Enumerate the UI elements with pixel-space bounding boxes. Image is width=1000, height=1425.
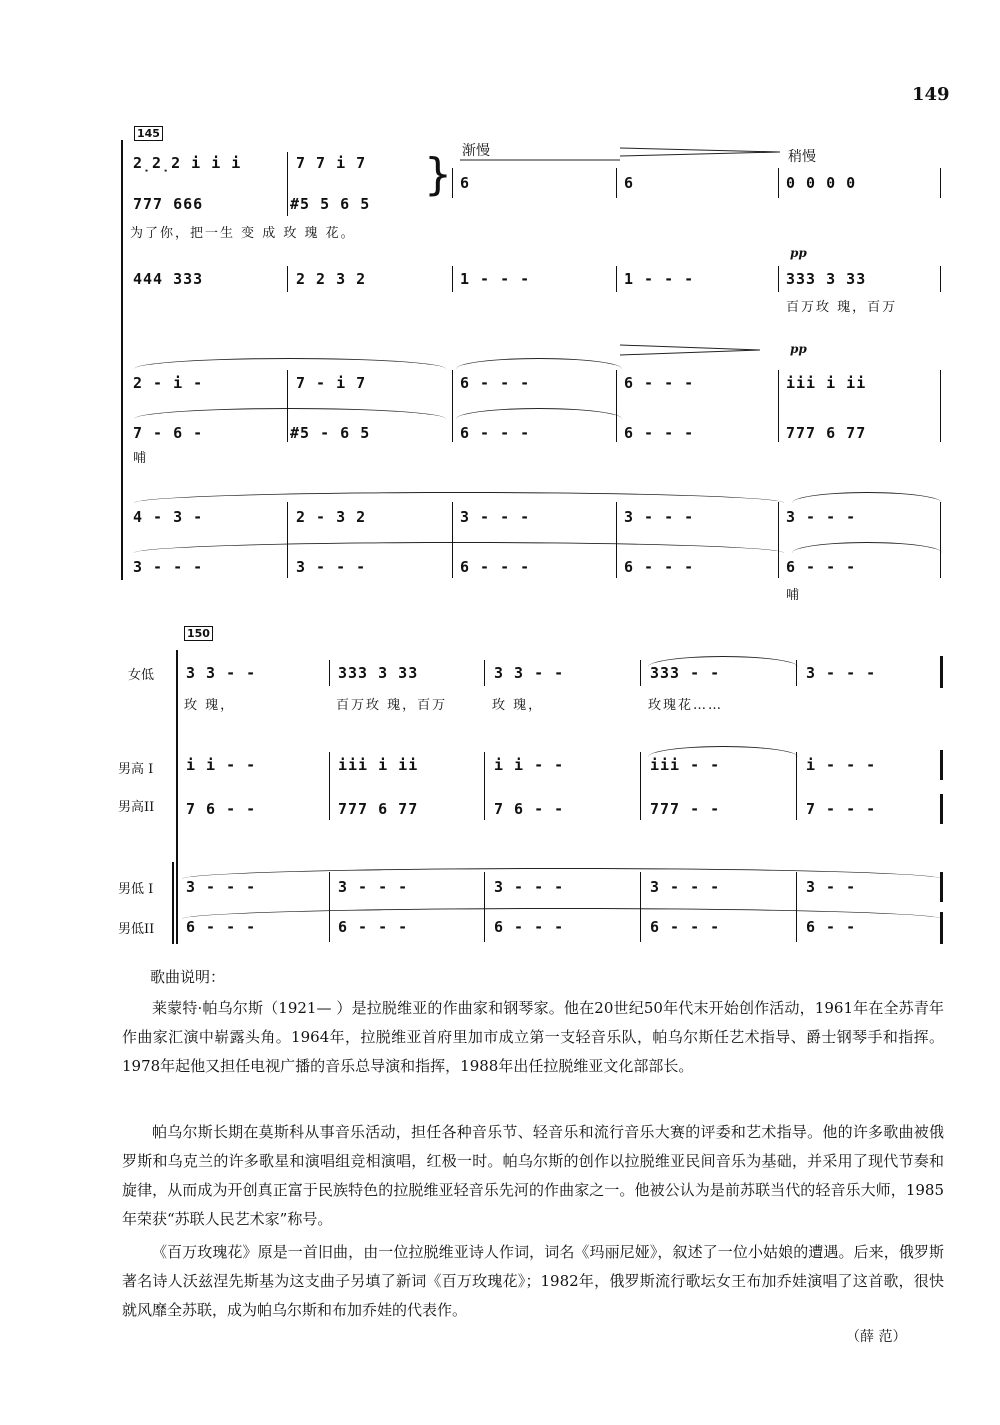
system-bracket bbox=[121, 140, 123, 580]
row3-m3: 1 - - - bbox=[460, 270, 531, 288]
alto-m3: 3 3 - - bbox=[494, 664, 565, 682]
tenor2-m4: 777 - - bbox=[650, 800, 721, 818]
bass2-m3: 6 - - - bbox=[494, 918, 565, 936]
barline bbox=[778, 502, 779, 578]
alto-m2: 333 3 33 bbox=[338, 664, 419, 682]
barline bbox=[616, 370, 617, 442]
notes-paragraph-1: 莱蒙特·帕乌尔斯（1921— ）是拉脱维亚的作曲家和钢琴家。他在20世纪50年代末开始创作活动，1961年在全苏青年作曲家汇演中崭露头角。1964年，拉脱维亚首府里加市成立第一支轻音乐队，帕乌尔斯任艺术指导、爵士钢琴手和指挥。1978年起他又担任电视广播的音乐总导演和指挥，1988年出任拉脱维亚文化部部长。 bbox=[122, 999, 944, 1075]
bass1-m2: 3 - - - bbox=[338, 878, 409, 896]
barline bbox=[329, 872, 330, 942]
part-label-bass1: 男低 I bbox=[118, 882, 154, 897]
bass1-m4: 3 - - - bbox=[650, 878, 721, 896]
bass2-m4: 6 - - - bbox=[650, 918, 721, 936]
brace-glyph: } bbox=[424, 149, 452, 200]
bass1-m5: 3 - - bbox=[806, 878, 857, 896]
row1-m2: 7 7 i 7 bbox=[296, 154, 367, 172]
row7-m4: 6 - - - bbox=[624, 558, 695, 576]
alto-lyric-m4: 玫瑰花…… bbox=[648, 698, 724, 713]
row4-m5: iii i ii bbox=[786, 374, 867, 392]
barline bbox=[796, 752, 797, 820]
row3-m4: 1 - - - bbox=[624, 270, 695, 288]
tenor2-m3: 7 6 - - bbox=[494, 800, 565, 818]
alto-lyric-m1: 玫 瑰， bbox=[184, 698, 236, 713]
barline bbox=[329, 752, 330, 820]
barline bbox=[940, 750, 943, 780]
rit-line bbox=[460, 158, 620, 162]
tie-slur bbox=[134, 358, 446, 369]
bass2-m2: 6 - - - bbox=[338, 918, 409, 936]
tie-slur bbox=[456, 408, 622, 419]
notes-paragraph-2: 帕乌尔斯长期在莫斯科从事音乐活动，担任各种音乐节、轻音乐和流行音乐大赛的评委和艺术指导。他的许多歌曲被俄罗斯和乌克兰的许多歌星和演唱组竞相演唱，红极一时。帕乌尔斯的创作以拉脱维亚民间音乐为基础，并采用了现代节奏和旋律，从而成为开创真正富于民族特色的拉脱维亚轻音乐先河的作曲家之一。他被公认为是前苏联当代的轻音乐大师，1985年荣获“苏联人民艺术家”称号。 bbox=[122, 1123, 944, 1228]
barline bbox=[940, 370, 941, 442]
decrescendo-hairpin bbox=[620, 340, 760, 360]
alto-m4: 333 - - bbox=[650, 664, 721, 682]
row4-m1: 2 - i - bbox=[133, 374, 204, 392]
barline bbox=[940, 266, 941, 292]
barline bbox=[329, 660, 330, 686]
alto-m5: 3 - - - bbox=[806, 664, 877, 682]
barline bbox=[940, 502, 941, 578]
row7-m2: 3 - - - bbox=[296, 558, 367, 576]
alto-m1: 3 3 - - bbox=[186, 664, 257, 682]
bass2-m1: 6 - - - bbox=[186, 918, 257, 936]
row3-m2: 2 2 3 2 bbox=[296, 270, 367, 288]
row4-m3: 6 - - - bbox=[460, 374, 531, 392]
tenor2-m5: 7 - - - bbox=[806, 800, 877, 818]
row3-m1: 444 333 bbox=[133, 270, 204, 288]
barline bbox=[452, 266, 453, 292]
tie-slur bbox=[134, 492, 784, 503]
bass-bracket bbox=[172, 862, 174, 944]
bass1-m1: 3 - - - bbox=[186, 878, 257, 896]
row5-m3: 6 - - - bbox=[460, 424, 531, 442]
barline bbox=[484, 660, 485, 686]
alto-lyric-m3: 玫 瑰， bbox=[492, 698, 544, 713]
alto-lyric-m2: 百万玫 瑰，百万 bbox=[336, 698, 448, 713]
barline bbox=[287, 266, 288, 292]
barline bbox=[940, 656, 943, 688]
barline bbox=[484, 752, 485, 820]
barline bbox=[640, 660, 641, 686]
row6-m5: 3 - - - bbox=[786, 508, 857, 526]
decrescendo-hairpin bbox=[620, 142, 780, 162]
barline bbox=[287, 152, 288, 216]
author-credit: （薛 范） bbox=[846, 1329, 907, 1345]
row4-m4: 6 - - - bbox=[624, 374, 695, 392]
tenor1-m3: i i - - bbox=[494, 756, 565, 774]
dynamic-pp-2: pp bbox=[790, 342, 807, 356]
row5-m1: 7 - 6 - bbox=[133, 424, 204, 442]
row3-m5: 333 3 33 bbox=[786, 270, 867, 288]
hum-lyric-1: 哺 bbox=[133, 451, 149, 466]
row1-m4: 6 bbox=[624, 174, 635, 192]
page-number: 149 bbox=[912, 84, 950, 105]
row7-m3: 6 - - - bbox=[460, 558, 531, 576]
row5-m2: #5 - 6 5 bbox=[290, 424, 371, 442]
row1-m1: 2̣2̣2 i i i bbox=[133, 154, 242, 172]
row1-m5: 0 0 0 0 bbox=[786, 174, 857, 192]
part-label-tenor2: 男高II bbox=[118, 800, 155, 815]
hum-lyric-2: 哺 bbox=[786, 588, 802, 603]
part-label-alto: 女低 bbox=[128, 668, 155, 683]
barline bbox=[287, 502, 288, 578]
bass2-m5: 6 - - bbox=[806, 918, 857, 936]
row6-m1: 4 - 3 - bbox=[133, 508, 204, 526]
measure-number-150: 150 bbox=[184, 626, 213, 641]
barline bbox=[940, 794, 943, 824]
tempo-mark-rit: 渐慢 bbox=[462, 143, 490, 159]
row6-m3: 3 - - - bbox=[460, 508, 531, 526]
row6-m2: 2 - 3 2 bbox=[296, 508, 367, 526]
tie-slur bbox=[456, 358, 622, 369]
row5-m4: 6 - - - bbox=[624, 424, 695, 442]
barline bbox=[796, 660, 797, 686]
row2-m1: 777 666 bbox=[133, 195, 204, 213]
barline bbox=[452, 370, 453, 442]
lyrics-line2: 百万玫 瑰，百万 bbox=[786, 300, 898, 315]
bass1-m3: 3 - - - bbox=[494, 878, 565, 896]
barline bbox=[452, 502, 453, 578]
tenor1-m5: i - - - bbox=[806, 756, 877, 774]
row5-m5: 777 6 77 bbox=[786, 424, 867, 442]
row1-m3: 6 bbox=[460, 174, 471, 192]
tie-slur bbox=[792, 492, 942, 503]
notes-paragraph-3: 《百万玫瑰花》原是一首旧曲，由一位拉脱维亚诗人作词，词名《玛丽尼娅》，叙述了一位小姑娘的遭遇。后来，俄罗斯著名诗人沃兹涅先斯基为这支曲子另填了新词《百万玫瑰花》；1982年，俄罗斯流行歌坛女王布加乔娃演唱了这首歌，很快就风靡全苏联，成为帕乌尔斯和布加乔娃的代表作。 bbox=[122, 1243, 944, 1319]
barline bbox=[640, 752, 641, 820]
barline bbox=[796, 872, 797, 942]
barline bbox=[616, 266, 617, 292]
tenor1-m4: iii - - bbox=[650, 756, 721, 774]
row6-m4: 3 - - - bbox=[624, 508, 695, 526]
barline bbox=[484, 872, 485, 942]
row4-m2: 7 - i 7 bbox=[296, 374, 367, 392]
tenor1-m2: iii i ii bbox=[338, 756, 419, 774]
measure-number-145: 145 bbox=[134, 126, 163, 141]
barline bbox=[778, 370, 779, 442]
barline bbox=[940, 168, 941, 198]
barline bbox=[640, 872, 641, 942]
barline bbox=[778, 168, 779, 198]
barline bbox=[940, 872, 943, 902]
dynamic-pp-1: pp bbox=[790, 246, 807, 260]
tie-slur bbox=[792, 542, 942, 553]
part-label-tenor1: 男高 I bbox=[118, 762, 154, 777]
barline bbox=[616, 168, 617, 198]
tempo-mark-slower: 稍慢 bbox=[788, 149, 816, 165]
row7-m1: 3 - - - bbox=[133, 558, 204, 576]
system-bracket bbox=[176, 650, 178, 944]
tenor2-m1: 7 6 - - bbox=[186, 800, 257, 818]
tie-slur bbox=[134, 542, 784, 553]
barline bbox=[778, 266, 779, 292]
barline bbox=[287, 370, 288, 442]
tenor1-m1: i i - - bbox=[186, 756, 257, 774]
lyrics-line1: 为了你，把一生 变 成 玫 瑰 花。 bbox=[130, 226, 356, 241]
row7-m5: 6 - - - bbox=[786, 558, 857, 576]
row2-m2: #5 5 6 5 bbox=[290, 195, 371, 213]
notes-heading: 歌曲说明： bbox=[150, 968, 226, 986]
barline bbox=[940, 912, 943, 944]
tie-slur bbox=[134, 408, 446, 419]
barline bbox=[452, 168, 453, 198]
barline bbox=[616, 502, 617, 578]
part-label-bass2: 男低II bbox=[118, 922, 155, 937]
tenor2-m2: 777 6 77 bbox=[338, 800, 419, 818]
